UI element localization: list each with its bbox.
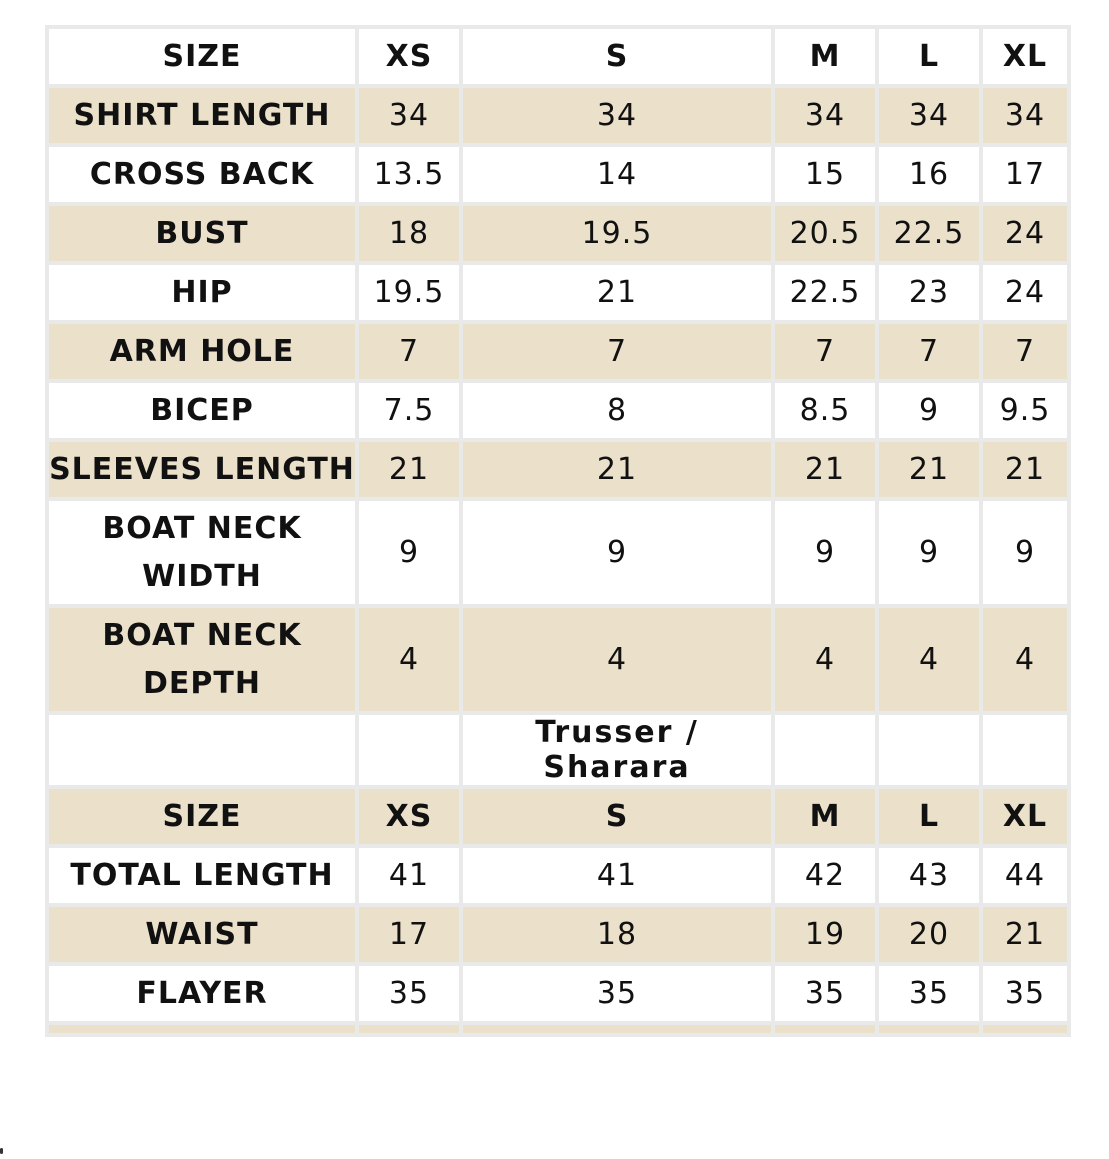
row-label: SHIRT LENGTH [47,86,357,145]
cell-value: 7.5 [357,381,461,440]
cell-value: 41 [357,846,461,905]
cell-value: 7 [981,322,1069,381]
row-label-line: BOAT NECK [102,510,302,546]
row-label: ARM HOLE [47,322,357,381]
cell-value: 19 [773,905,877,964]
cell-value: 14 [461,145,773,204]
size-header-s: S [461,787,773,846]
table-row [47,204,1069,263]
cell-value: 4 [981,606,1069,713]
table-row [47,27,1069,86]
cell-value: 13.5 [357,145,461,204]
table-row [47,905,1069,964]
cell-value: 4 [461,606,773,713]
cell-value: 22.5 [877,204,981,263]
table-row [47,263,1069,322]
size-header-s: S [461,27,773,86]
cell-value: 21 [981,440,1069,499]
cell-value: 9 [773,499,877,606]
cell-value: 21 [357,440,461,499]
cell-value: 34 [773,86,877,145]
size-header-m: M [773,27,877,86]
table-row [47,606,1069,713]
cell-value: 35 [773,964,877,1023]
cell-value: 22.5 [773,263,877,322]
cell-value: 7 [461,322,773,381]
cell-value: 7 [773,322,877,381]
cell-value: 21 [773,440,877,499]
cell-value: 21 [461,440,773,499]
cell-value: 7 [877,322,981,381]
table-row [47,322,1069,381]
size-header-m: M [773,787,877,846]
row-label: BUST [47,204,357,263]
empty-cell [47,713,357,787]
table-row [47,381,1069,440]
cell-value: 4 [773,606,877,713]
row-label-line: WIDTH [142,558,262,594]
empty-cell [981,713,1069,787]
cell-value: 23 [877,263,981,322]
row-label: BICEP [47,381,357,440]
cell-value: 8.5 [773,381,877,440]
table-row [47,145,1069,204]
cell-value: 44 [981,846,1069,905]
size-header-label: SIZE [47,787,357,846]
cell-value: 20 [877,905,981,964]
section-title-row [47,713,1069,787]
size-chart-table [45,25,1071,1037]
cell-value: 24 [981,263,1069,322]
table-row [47,787,1069,846]
cell-value: 19.5 [357,263,461,322]
cell-value: 9.5 [981,381,1069,440]
table-row-partial [47,1023,1069,1035]
row-label: SLEEVES LENGTH [47,440,357,499]
row-label-line: BOAT NECK [102,617,302,653]
cell-value: 21 [461,263,773,322]
empty-cell [357,713,461,787]
empty-cell [357,1023,461,1035]
cell-value: 9 [461,499,773,606]
size-header-xs: XS [357,27,461,86]
size-header-xs: XS [357,787,461,846]
cell-value: 35 [877,964,981,1023]
cell-value: 9 [357,499,461,606]
cell-value: 18 [357,204,461,263]
cell-value: 9 [877,499,981,606]
cell-value: 24 [981,204,1069,263]
row-label: CROSS BACK [47,145,357,204]
section-title: Trusser / Sharara [461,713,773,787]
cell-value: 4 [357,606,461,713]
size-header-l: L [877,787,981,846]
cell-value: 17 [357,905,461,964]
cell-value: 16 [877,145,981,204]
row-label [47,606,357,713]
cell-value: 42 [773,846,877,905]
empty-cell [877,1023,981,1035]
cell-value: 34 [461,86,773,145]
edge-mark [0,1148,3,1154]
cell-value: 9 [877,381,981,440]
table-row [47,440,1069,499]
cell-value: 34 [357,86,461,145]
size-header-l: L [877,27,981,86]
row-label-line: DEPTH [143,665,261,701]
cell-value: 8 [461,381,773,440]
cell-value: 41 [461,846,773,905]
empty-cell [461,1023,773,1035]
cell-value: 35 [357,964,461,1023]
size-header-label: SIZE [47,27,357,86]
cell-value: 7 [357,322,461,381]
cell-value: 19.5 [461,204,773,263]
cell-value: 15 [773,145,877,204]
cell-value: 17 [981,145,1069,204]
cell-value: 4 [877,606,981,713]
table-row [47,846,1069,905]
row-label: FLAYER [47,964,357,1023]
empty-cell [877,713,981,787]
cell-value: 20.5 [773,204,877,263]
table-row [47,964,1069,1023]
row-label: WAIST [47,905,357,964]
empty-cell [47,1023,357,1035]
cell-value: 43 [877,846,981,905]
empty-cell [773,713,877,787]
row-label: TOTAL LENGTH [47,846,357,905]
table-row [47,499,1069,606]
empty-cell [981,1023,1069,1035]
cell-value: 34 [981,86,1069,145]
row-label: HIP [47,263,357,322]
size-header-xl: XL [981,27,1069,86]
cell-value: 21 [877,440,981,499]
table-row [47,86,1069,145]
cell-value: 18 [461,905,773,964]
cell-value: 34 [877,86,981,145]
cell-value: 9 [981,499,1069,606]
cell-value: 35 [981,964,1069,1023]
row-label [47,499,357,606]
cell-value: 21 [981,905,1069,964]
empty-cell [773,1023,877,1035]
size-header-xl: XL [981,787,1069,846]
cell-value: 35 [461,964,773,1023]
